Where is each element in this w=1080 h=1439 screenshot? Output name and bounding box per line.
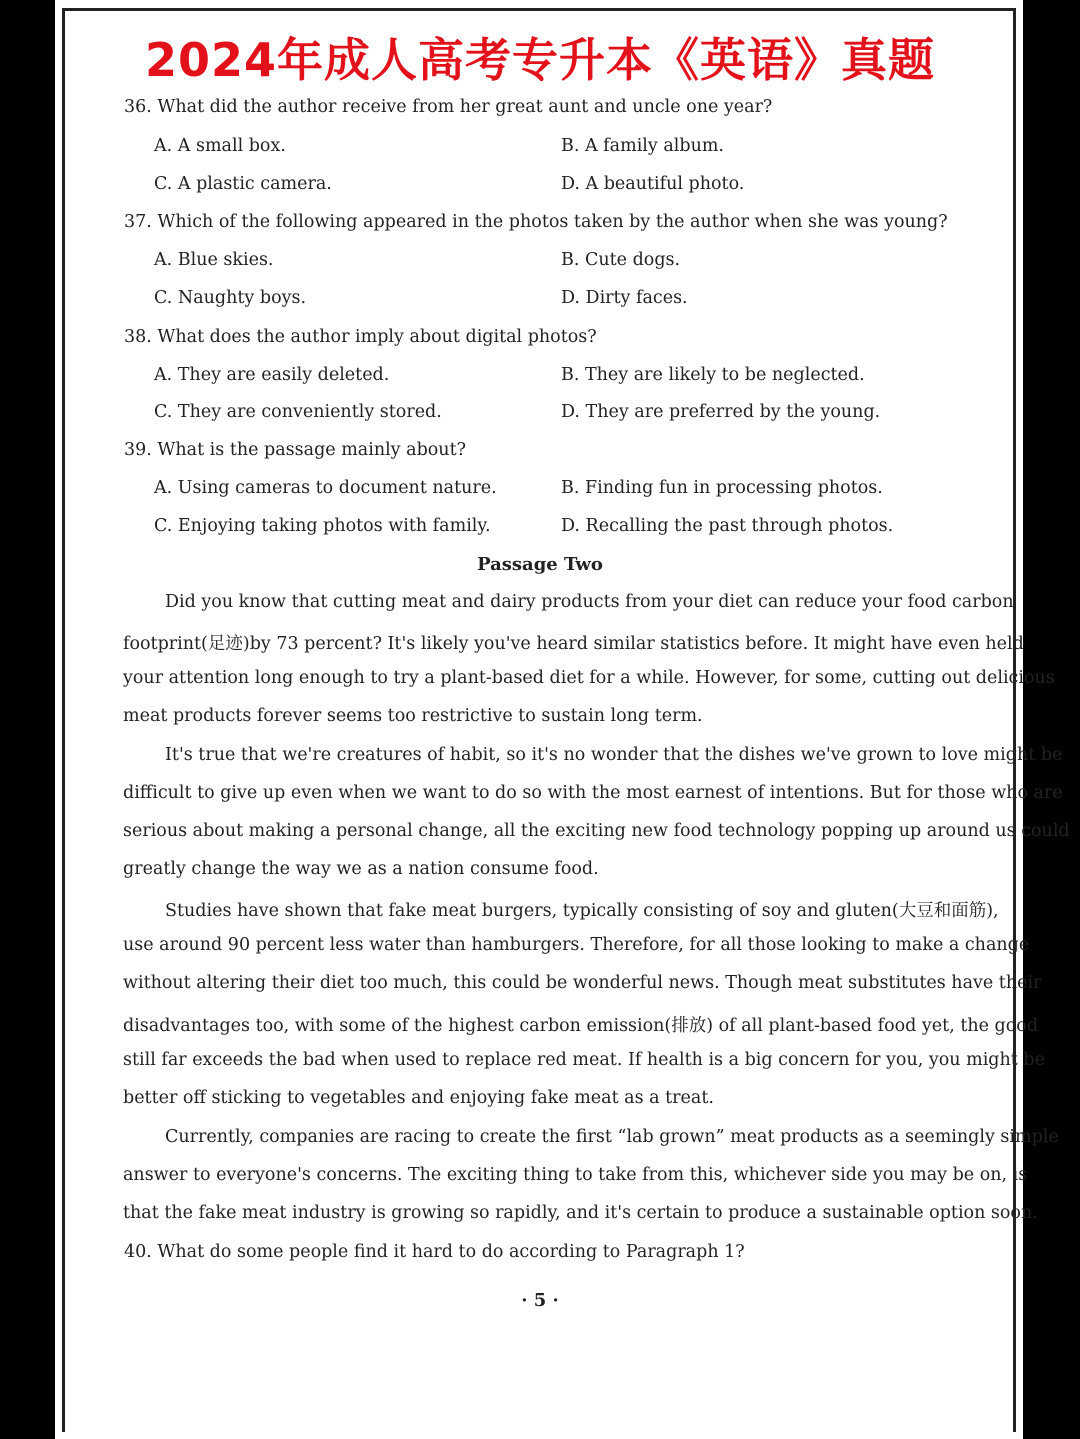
q38-option-a: A. They are easily deleted. (154, 365, 390, 385)
passage-line: Currently, companies are racing to create the first “lab grown” meat products as a seemingly simple (165, 1127, 1059, 1147)
passage-line: serious about making a personal change, all the exciting new food technology popping up around us could (123, 821, 1070, 841)
passage-line: It's true that we're creatures of habit, so it's no wonder that the dishes we've grown to love might be (165, 745, 1063, 765)
passage-line: Did you know that cutting meat and dairy products from your diet can reduce your food carbon (165, 592, 1014, 612)
q39-option-d: D. Recalling the past through photos. (561, 516, 894, 536)
q39-option-a: A. Using cameras to document nature. (154, 478, 497, 498)
passage-line: still far exceeds the bad when used to replace red meat. If health is a big concern for you, you might be (123, 1050, 1045, 1070)
passage-line: use around 90 percent less water than hamburgers. Therefore, for all those looking to make a change (123, 935, 1030, 955)
passage-line: that the fake meat industry is growing so rapidly, and it's certain to produce a sustainable option soon. (123, 1203, 1038, 1223)
q36-option-b: B. A family album. (561, 136, 724, 156)
passage-line: disadvantages too, with some of the highest carbon emission(排放) of all plant-based food yet, the good (123, 1016, 1039, 1036)
q39-option-b: B. Finding fun in processing photos. (561, 478, 883, 498)
q38-option-c: C. They are conveniently stored. (154, 402, 442, 422)
q38-option-b: B. They are likely to be neglected. (561, 365, 865, 385)
page-number: · 5 · (521, 1290, 559, 1311)
q37-option-a: A. Blue skies. (154, 250, 274, 270)
q39-option-c: C. Enjoying taking photos with family. (154, 516, 491, 536)
passage-line: better off sticking to vegetables and enjoying fake meat as a treat. (123, 1088, 714, 1108)
question-39-stem: 39. What is the passage mainly about? (124, 440, 466, 460)
q37-option-d: D. Dirty faces. (561, 288, 688, 308)
question-37-stem: 37. Which of the following appeared in the photos taken by the author when she was young? (124, 212, 948, 232)
q36-option-a: A. A small box. (154, 136, 286, 156)
question-38-stem: 38. What does the author imply about digital photos? (124, 327, 597, 347)
banner-title: 2024年成人高考专升本《英语》真题 (144, 33, 936, 87)
q38-option-d: D. They are preferred by the young. (561, 402, 881, 422)
q37-option-c: C. Naughty boys. (154, 288, 307, 308)
question-40-stem: 40. What do some people find it hard to do according to Paragraph 1? (124, 1242, 745, 1262)
q36-option-c: C. A plastic camera. (154, 174, 332, 194)
passage-line: difficult to give up even when we want to do so with the most earnest of intentions. But for those who are (123, 783, 1063, 803)
passage-line: your attention long enough to try a plant-based diet for a while. However, for some, cutting out delicious (123, 668, 1055, 688)
passage-line: without altering their diet too much, this could be wonderful news. Though meat substitutes have their (123, 973, 1042, 993)
passage-line: meat products forever seems too restrictive to sustain long term. (123, 706, 703, 726)
passage-line: Studies have shown that fake meat burgers, typically consisting of soy and gluten(大豆和面筋), (165, 901, 999, 921)
q37-option-b: B. Cute dogs. (561, 250, 681, 270)
passage-line: greatly change the way we as a nation consume food. (123, 859, 599, 879)
passage-title: Passage Two (477, 554, 603, 575)
passage-line: answer to everyone's concerns. The exciting thing to take from this, whichever side you may be on, is (123, 1165, 1028, 1185)
q36-option-d: D. A beautiful photo. (561, 174, 745, 194)
question-36-stem: 36. What did the author receive from her great aunt and uncle one year? (124, 97, 773, 117)
passage-line: footprint(足迹)by 73 percent? It's likely you've heard similar statistics before. It might have even held (123, 634, 1024, 654)
